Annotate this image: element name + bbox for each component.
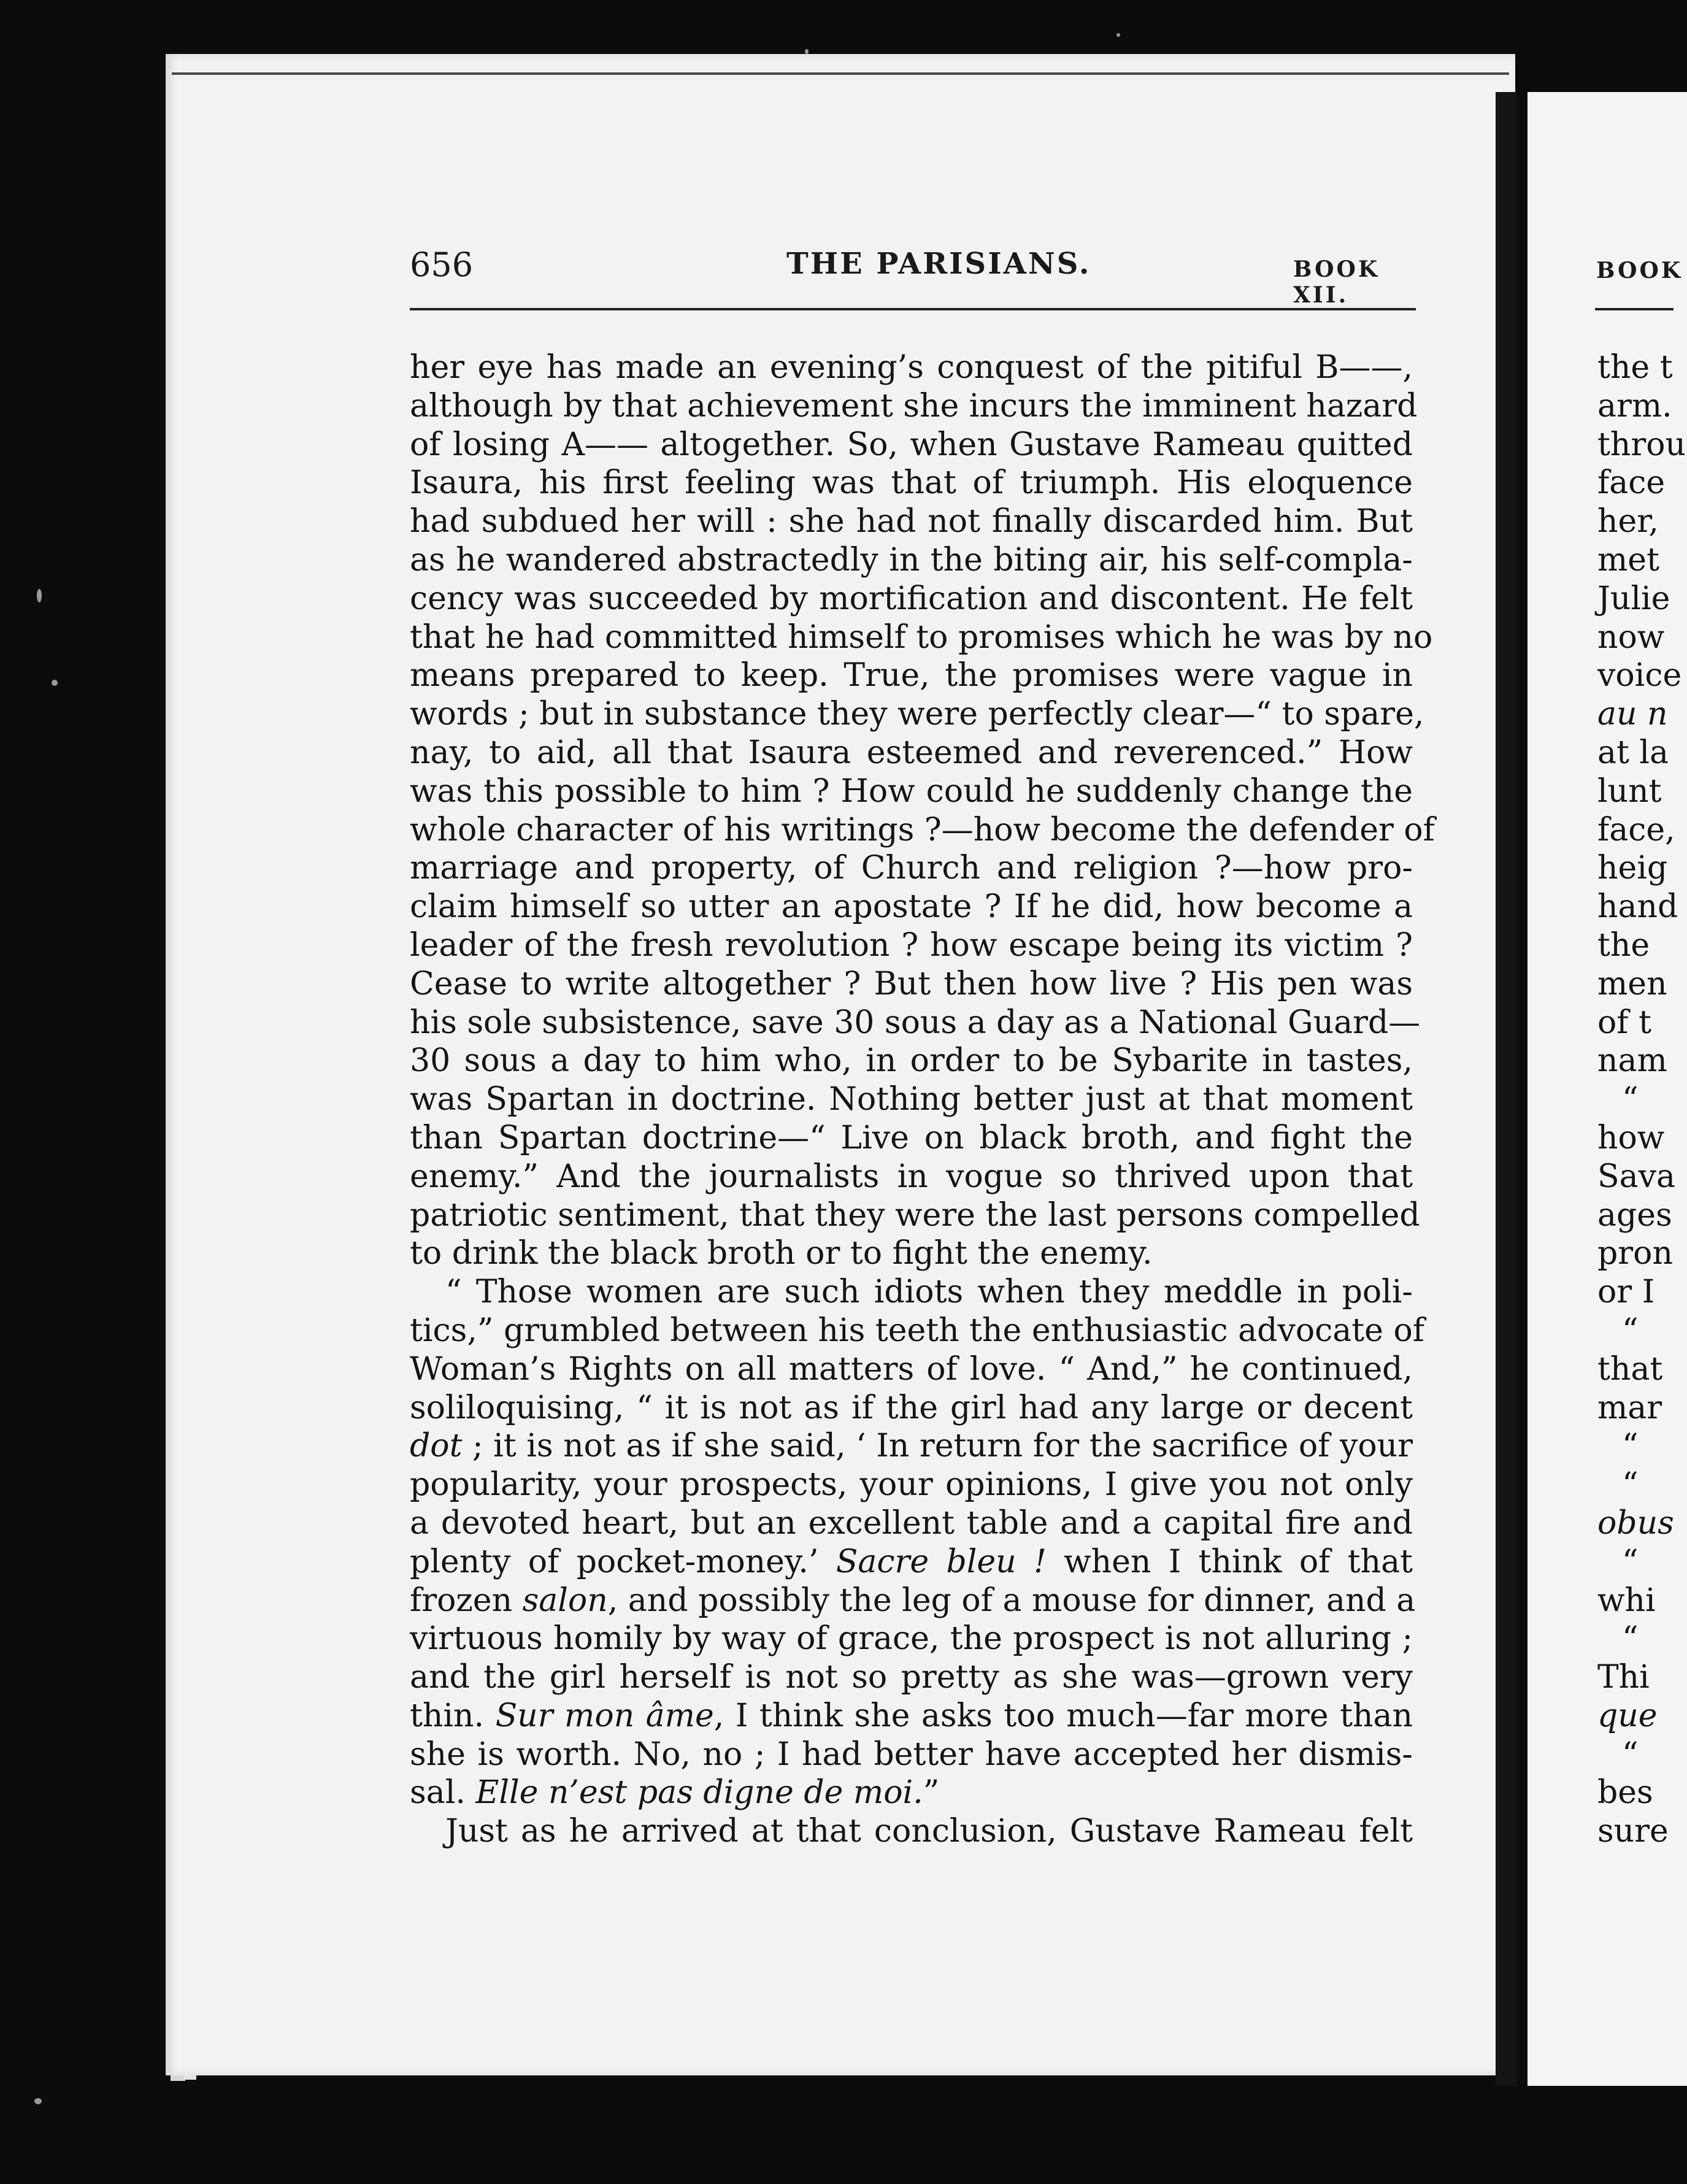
text-line: tics,” grumbled between his teeth the enthusiastic advocate of	[410, 1312, 1425, 1349]
text-line: than Spartan doctrine—“ Live on black broth, and fight the	[410, 1119, 1413, 1156]
facing-text-line: “	[1622, 1736, 1639, 1773]
scan-speck	[37, 589, 42, 602]
header-rule	[410, 308, 1416, 310]
facing-text-line: lunt	[1597, 772, 1662, 810]
text-line: “ Those women are such idiots when they meddle in poli-	[445, 1274, 1413, 1311]
facing-text-line: “	[1622, 1428, 1639, 1465]
text-line: frozen salon, and possibly the leg of a mouse for dinner, and a	[410, 1582, 1416, 1619]
text-line: Just as he arrived at that conclusion, Gustave Rameau felt	[445, 1813, 1413, 1850]
facing-text-line: bes	[1597, 1774, 1653, 1812]
text-line: Isaura, his first feeling was that of triumph. His eloquence	[410, 464, 1413, 502]
facing-text-line: Sava	[1597, 1158, 1676, 1195]
text-line: Cease to write altogether ? But then how live ? His pen was	[410, 965, 1413, 1002]
text-line: her eye has made an evening’s conquest of the pitiful B——,	[410, 349, 1413, 386]
book-gutter	[1496, 92, 1516, 2086]
text-line: his sole subsistence, save 30 sous a day as a National Guard—	[410, 1004, 1421, 1041]
facing-text-line: or I	[1597, 1274, 1655, 1311]
text-line: claim himself so utter an apostate ? If he did, how become a	[410, 888, 1413, 926]
facing-text-line: “	[1622, 1466, 1639, 1504]
text-line: marriage and property, of Church and religion ?—how pro-	[410, 850, 1413, 887]
text-line: that he had committed himself to promises which he was by no	[410, 618, 1433, 656]
text-line: as he wandered abstractedly in the biting air, his self-compla-	[410, 541, 1413, 579]
facing-text-line: face	[1597, 464, 1666, 502]
text-line: leader of the fresh revolution ? how escape being its victim ?	[410, 926, 1413, 964]
facing-text-line: mar	[1597, 1389, 1662, 1426]
text-line: words ; but in substance they were perfectly clear—“ to spare,	[410, 696, 1424, 733]
facing-text-line: heig	[1597, 850, 1668, 887]
text-line: popularity, your prospects, your opinions, I give you not only	[410, 1466, 1413, 1504]
scan-speck	[34, 2098, 42, 2104]
text-line: dot ; it is not as if she said, ‘ In return for the sacrifice of your	[410, 1428, 1413, 1465]
facing-text-line: face,	[1597, 811, 1675, 848]
facing-text-line: sure	[1597, 1813, 1669, 1850]
text-line: a devoted heart, but an excellent table and a capital fire and	[410, 1504, 1413, 1542]
book-label: BOOK XII.	[1293, 256, 1380, 308]
text-line: plenty of pocket-money.’ Sacre bleu ! when I think of that	[410, 1543, 1413, 1580]
facing-text-line: “	[1622, 1081, 1639, 1118]
facing-text-line: men	[1597, 965, 1667, 1002]
text-line: 30 sous a day to him who, in order to be Sybarite in tastes,	[410, 1042, 1413, 1080]
text-line: sal. Elle n’est pas digne de moi.”	[410, 1774, 940, 1812]
facing-text-line: throu	[1597, 426, 1686, 463]
facing-text-line: the t	[1597, 349, 1673, 386]
facing-book-label: BOOK	[1596, 258, 1683, 283]
facing-text-line: how	[1597, 1119, 1665, 1156]
facing-text-line: arm.	[1597, 387, 1672, 425]
text-line: was this possible to him ? How could he suddenly change the	[410, 772, 1413, 810]
text-line: was Spartan in doctrine. Nothing better just at that moment	[410, 1081, 1413, 1118]
text-line: she is worth. No, no ; I had better have accepted her dismis-	[410, 1736, 1413, 1773]
text-line: although by that achievement she incurs the imminent hazard	[410, 387, 1418, 425]
running-title: THE PARISIANS.	[786, 247, 1091, 281]
text-line: virtuous homily by way of grace, the prospect is not alluring ;	[410, 1620, 1413, 1658]
page-top-edge	[172, 72, 1509, 75]
text-line: soliloquising, “ it is not as if the girl had any large or decent	[410, 1389, 1413, 1426]
facing-text-line: whi	[1597, 1582, 1656, 1619]
text-line: of losing A—— altogether. So, when Gustave Rameau quitted	[410, 426, 1413, 463]
facing-text-line: of t	[1597, 1004, 1651, 1041]
running-header	[410, 245, 1422, 308]
facing-text-line: que	[1597, 1697, 1658, 1734]
facing-text-line: “	[1622, 1620, 1639, 1658]
facing-text-line: the	[1597, 926, 1650, 964]
scan-speck	[1116, 33, 1120, 37]
facing-text-line: met	[1597, 541, 1659, 579]
facing-text-line: ages	[1597, 1196, 1672, 1234]
text-line: thin. Sur mon âme, I think she asks too much—far more than	[410, 1697, 1413, 1734]
text-line: nay, to aid, all that Isaura esteemed and reverenced.” How	[410, 734, 1413, 771]
facing-header-rule	[1595, 308, 1674, 310]
facing-text-line: hand	[1597, 888, 1678, 926]
facing-text-line: now	[1597, 618, 1665, 656]
facing-text-line: au n	[1597, 696, 1668, 733]
facing-text-line: Thi	[1597, 1659, 1650, 1696]
text-line: had subdued her will : she had not finally discarded him. But	[410, 503, 1413, 540]
page-number: 656	[410, 245, 474, 284]
body-text	[410, 348, 1435, 1851]
text-line: patriotic sentiment, that they were the last persons compelled	[410, 1196, 1420, 1234]
text-line: to drink the black broth or to fight the enemy.	[410, 1235, 1153, 1272]
text-line: and the girl herself is not so pretty as she was—grown very	[410, 1659, 1413, 1696]
facing-text-line: her,	[1597, 503, 1659, 540]
facing-text-line: obus	[1597, 1504, 1674, 1542]
scan-speck	[805, 49, 809, 54]
text-line: cency was succeeded by mortification and discontent. He felt	[410, 580, 1413, 617]
facing-text-line: Julie	[1597, 580, 1670, 617]
facing-text-line: at la	[1597, 734, 1669, 771]
facing-text-line: “	[1622, 1312, 1639, 1349]
text-line: Woman’s Rights on all matters of love. “ And,” he continued,	[410, 1350, 1413, 1388]
facing-body-text	[1597, 348, 1686, 1851]
facing-text-line: nam	[1597, 1042, 1667, 1080]
text-line: means prepared to keep. True, the promises were vague in	[410, 657, 1413, 694]
facing-text-line: voice	[1597, 657, 1682, 694]
facing-text-line: “	[1622, 1543, 1639, 1580]
facing-text-line: pron	[1597, 1235, 1673, 1272]
facing-text-line: that	[1597, 1350, 1663, 1388]
scan-speck	[52, 680, 58, 686]
text-line: enemy.” And the journalists in vogue so thrived upon that	[410, 1158, 1413, 1195]
text-line: whole character of his writings ?—how become the defender of	[410, 811, 1435, 848]
